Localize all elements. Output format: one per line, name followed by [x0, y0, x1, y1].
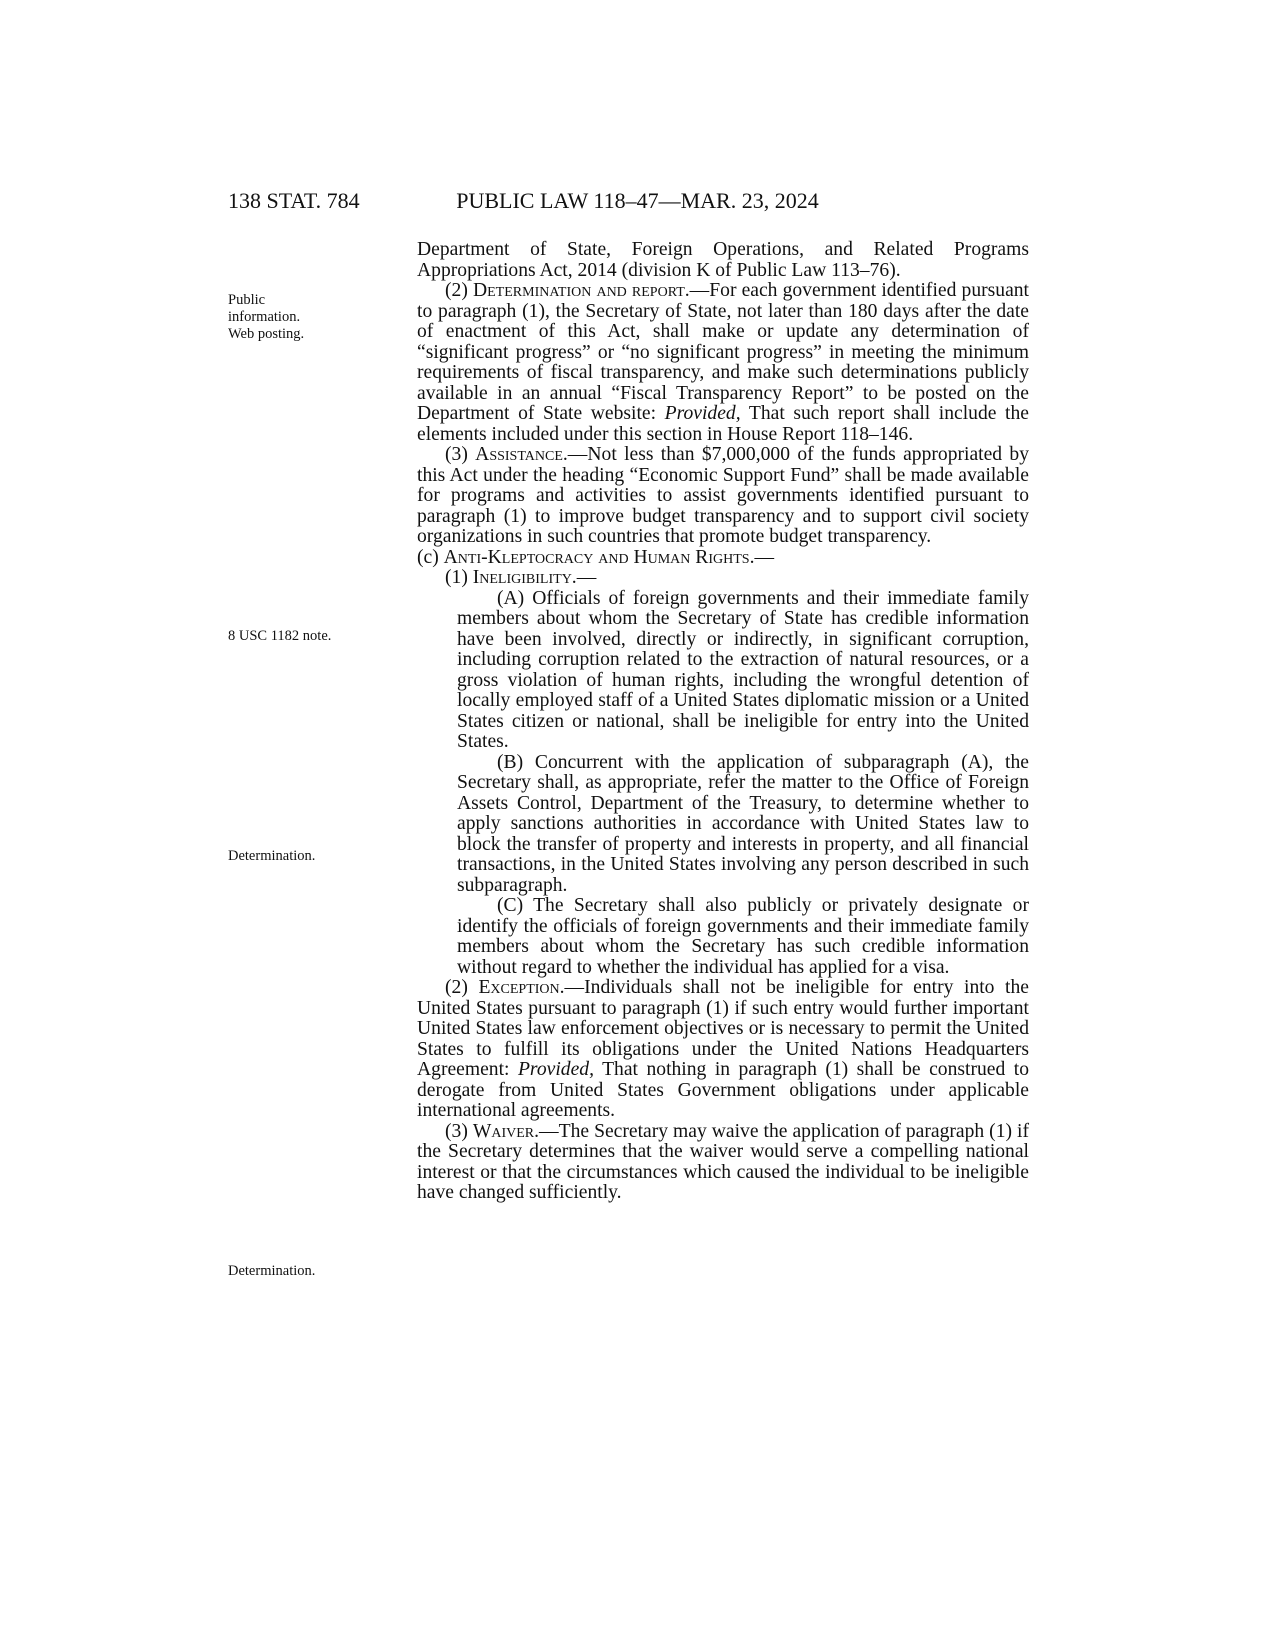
paragraph-1-ineligibility-heading: [417, 568, 1029, 589]
paragraph-heading: Ineligibility.: [472, 567, 577, 588]
margin-note-line: information.: [228, 309, 301, 325]
paragraph-2-determination-and-report: [417, 281, 1029, 445]
margin-note-line: Public: [228, 292, 266, 308]
margin-note-determination: Determination.: [228, 1263, 316, 1279]
heading-dash: —: [576, 567, 597, 588]
paragraph-text: —Individuals shall not be ineligible for entry into the United States pursuant to paragraph (1) if such entry would further important United States law enforcement objectives or is necessary to permit the United States to fulfill its obligations under the United Nations Headquarters Agreement:: [417, 977, 1029, 1080]
paragraph-number: (3): [445, 444, 476, 465]
proviso-italic: Provided,: [517, 1059, 594, 1080]
paragraph-3-assistance: [417, 445, 1029, 548]
paragraph-heading: Waiver.: [472, 1120, 540, 1142]
subsection-number: (c): [417, 546, 444, 568]
law-citation-header: [0, 188, 1275, 214]
paragraph-heading: Assistance.: [475, 444, 568, 465]
paragraph-text: —For each government identified pursuant to paragraph (1), the Secretary of State, not later than 180 days after the date of enactment of this Act, shall make or update any determination of “significant progress” or “no significant progress” in meeting the minimum requirements of fiscal transparency, and make such determinations publicly available in an annual “Fiscal Transparency Report” to be posted on the Department of State website:: [417, 280, 1029, 424]
paragraph-number: (2): [445, 280, 473, 301]
paragraph-number: (2): [445, 977, 479, 998]
margin-note-usc: 8 USC 1182 note.: [228, 628, 332, 644]
paragraph-heading: Determination and report.: [472, 280, 690, 301]
subsection-heading: Anti-Kleptocracy and Human Rights.: [443, 546, 755, 568]
heading-dash: —: [754, 546, 775, 568]
paragraph-3-waiver: [417, 1122, 1029, 1204]
margin-note-line: Web posting.: [228, 326, 305, 342]
statute-page-number: 138 STAT. 784: [228, 188, 360, 213]
paragraph-number: (1): [445, 567, 473, 588]
paragraph-text: —The Secretary may waive the application of paragraph (1) if the Secretary determines that the waiver would serve a compelling national interest or that the circumstances which caused the individual to be ineligible have changed sufficiently.: [417, 1120, 1029, 1203]
paragraph-continuation: Department of State, Foreign Operations, and Related Programs Appropriations Act, 2014 (division K of Public Law 113–76).: [417, 239, 1029, 281]
subparagraph-b: (B) Concurrent with the application of subparagraph (A), the Secretary shall, as appropriate, refer the matter to the Office of Foreign Assets Control, Department of the Treasury, to determine whether to apply sanctions authorities in accordance with United States law to block the transfer of property and interests in property, and all financial transactions, in the United States involving any person described in such subparagraph.: [457, 751, 1029, 896]
margin-note-determination: Determination.: [228, 848, 316, 864]
statute-body-text: [417, 240, 1029, 1204]
subparagraph-c: (C) The Secretary shall also publicly or privately designate or identify the officials of foreign governments and their immediate family members about whom the Secretary has such credible information without regard to whether the individual has applied for a visa.: [457, 895, 1029, 978]
proviso-italic: Provided,: [664, 403, 741, 424]
subparagraph-block: [417, 589, 1029, 979]
subsection-c-heading: [417, 548, 1029, 569]
law-citation: PUBLIC LAW 118–47—MAR. 23, 2024: [456, 188, 819, 213]
paragraph-number: (3): [445, 1120, 473, 1142]
paragraph-text: That nothing in paragraph (1) shall be construed to derogate from United States Government obligations under applicable international agreements.: [417, 1059, 1029, 1121]
paragraph-text: That such report shall include the elements included under this section in House Report 118–146.: [417, 403, 1029, 445]
paragraph-2-exception: [417, 978, 1029, 1122]
paragraph-heading: Exception.: [478, 977, 565, 998]
paragraph-text: —Not less than $7,000,000 of the funds appropriated by this Act under the heading “Economic Support Fund” shall be made available for programs and activities to assist governments identified pursuant to paragraph (1) to improve budget transparency and to support civil society organizations in such countries that promote budget transparency.: [417, 444, 1030, 547]
subparagraph-a: (A) Officials of foreign governments and their immediate family members about whom the Secretary of State has credible information have been involved, directly or indirectly, in significant corruption, including corruption related to the extraction of natural resources, or a gross violation of human rights, including the wrongful detention of locally employed staff of a United States diplomatic mission or a United States citizen or national, shall be ineligible for entry into the United States.: [457, 587, 1029, 752]
margin-note-public-information: [228, 292, 304, 343]
